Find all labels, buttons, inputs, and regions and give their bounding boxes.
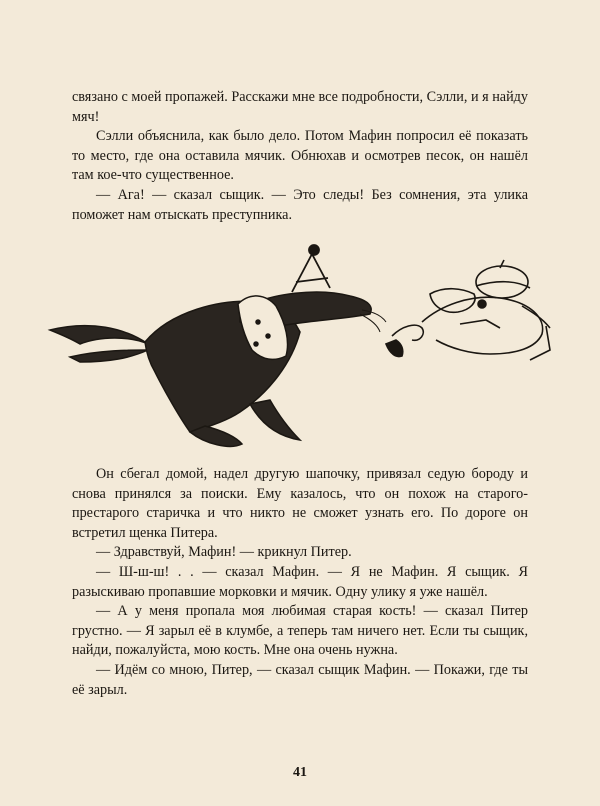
paragraph: Он сбегал домой, надел другую шапочку, привязал седую бороду и снова принялся за поиски. Ему казалось, что он похож на старого-престарого старичка и что никто не сможет узнать его. По дороге он встретил щенка Питера.	[72, 466, 528, 541]
seal-drawing	[50, 292, 371, 446]
paragraph: — Ш-ш-ш! . . — сказал Мафин. — Я не Мафин. Я сыщик. Я разыскиваю пропавшие морковки и мячик. Одну улику я уже нашёл.	[72, 563, 528, 600]
paragraph: — А у меня пропала моя любимая старая кость! — сказал Питер грустно. — Я зарыл её в клумбе, а теперь там ничего нет. Если ты сыщик, найди, пожалуйста, мою кость. Мне она очень нужна.	[72, 603, 528, 659]
top-text-block	[72, 88, 528, 225]
paragraph-continuation: связано с моей пропажей. Расскажи мне все подробности, Сэлли, и я найду мяч!	[72, 89, 528, 125]
paragraph: — Ага! — сказал сыщик. — Это следы! Без сомнения, эта улика поможет нам отыскать преступника.	[72, 186, 528, 223]
muffin-drawing	[386, 260, 550, 360]
seal-hat-drawing	[292, 245, 330, 292]
page-number: 41	[293, 765, 307, 780]
paragraph: — Здравствуй, Мафин! — крикнул Питер.	[96, 544, 352, 561]
bottom-text-block	[72, 465, 528, 700]
paragraph: — Идём со мною, Питер, — сказал сыщик Мафин. — Покажи, где ты её зарыл.	[72, 661, 528, 698]
paragraph: Сэлли объяснила, как было дело. Потом Мафин попросил её показать то место, где она оставила мячик. Обнюхав и осмотрев песок, он нашёл там кое-что существенное.	[72, 128, 528, 184]
illustration-seal-and-muffin	[30, 232, 570, 462]
